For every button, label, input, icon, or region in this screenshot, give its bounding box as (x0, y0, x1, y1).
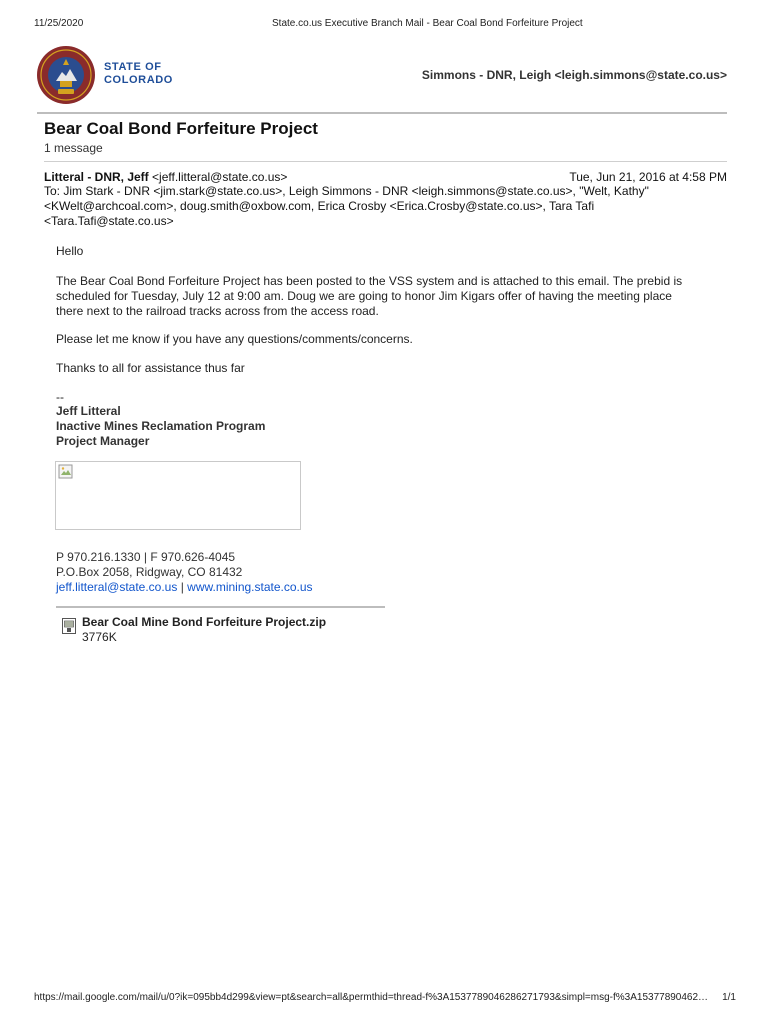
body-paragraph-1 (56, 274, 716, 319)
contact-links (56, 580, 313, 595)
subject-divider (44, 161, 727, 162)
body-line: scheduled for Tuesday, July 12 at 9:00 am. Doug we are going to honor Jim Kigars offer of having the meeting place (56, 289, 672, 303)
recipients-line: To: Jim Stark - DNR <jim.stark@state.co.us>, Leigh Simmons - DNR <leigh.simmons@state.co.us>, "Welt, Kathy" (44, 184, 649, 198)
logo-line-2: COLORADO (104, 74, 173, 86)
body-line: there next to the railroad tracks across from the access road. (56, 304, 379, 318)
zip-file-icon[interactable] (62, 618, 76, 634)
body-paragraph-2: Please let me know if you have any questions/comments/concerns. (56, 332, 413, 346)
sender-email: <jeff.litteral@state.co.us> (152, 170, 288, 184)
recipients (44, 184, 684, 229)
account-name: Simmons - DNR, Leigh <leigh.simmons@state.co.us> (421, 68, 727, 82)
sender-name: Litteral - DNR, Jeff (44, 170, 149, 184)
attachment-divider (56, 606, 385, 608)
body-line: The Bear Coal Bond Forfeiture Project has been posted to the VSS system and is attached to this email. The prebid is (56, 274, 683, 288)
body-paragraph-3: Thanks to all for assistance thus far (56, 361, 245, 375)
colorado-state-seal-icon (36, 45, 96, 105)
recipients-line: <KWelt@archcoal.com>, doug.smith@oxbow.com, Erica Crosby <Erica.Crosby@state.co.us>, Tara Tafi (44, 199, 595, 213)
header-divider (37, 112, 727, 114)
logo-line-1: STATE OF (104, 61, 162, 73)
contact-separator: | (177, 580, 188, 594)
greeting: Hello (56, 244, 84, 258)
print-title: State.co.us Executive Branch Mail - Bear Coal Bond Forfeiture Project (272, 18, 583, 29)
print-date: 11/25/2020 (34, 18, 84, 29)
signature-title: Project Manager (56, 434, 150, 448)
contact-phone: P 970.216.1330 | F 970.626-4045 (56, 550, 236, 564)
attachment-size: 3776K (82, 630, 117, 644)
print-page-number: 1/1 (722, 992, 736, 1003)
signature-image-placeholder (55, 461, 301, 530)
sender (44, 170, 287, 184)
signature-program: Inactive Mines Reclamation Program (56, 419, 266, 433)
signature-separator: -- (56, 390, 64, 404)
signature-name: Jeff Litteral (56, 404, 121, 418)
attachment-name[interactable]: Bear Coal Mine Bond Forfeiture Project.zip (82, 615, 327, 629)
print-footer-url: https://mail.google.com/mail/u/0?ik=095bb4d299&view=pt&search=all&permthid=thread-f%3A1537789046286271793&simpl=msg-f%3A15377890462… (34, 992, 709, 1003)
recipients-line: <Tara.Tafi@state.co.us> (44, 214, 174, 228)
broken-image-icon (58, 464, 74, 480)
message-date: Tue, Jun 21, 2016 at 4:58 PM (569, 170, 727, 184)
contact-email-link[interactable]: jeff.litteral@state.co.us (56, 580, 178, 594)
state-logo (36, 45, 178, 105)
contact-address: P.O.Box 2058, Ridgway, CO 81432 (56, 565, 243, 579)
website-link[interactable]: www.mining.state.co.us (187, 580, 313, 594)
message-count: 1 message (44, 141, 103, 155)
thread-subject: Bear Coal Bond Forfeiture Project (44, 119, 318, 138)
